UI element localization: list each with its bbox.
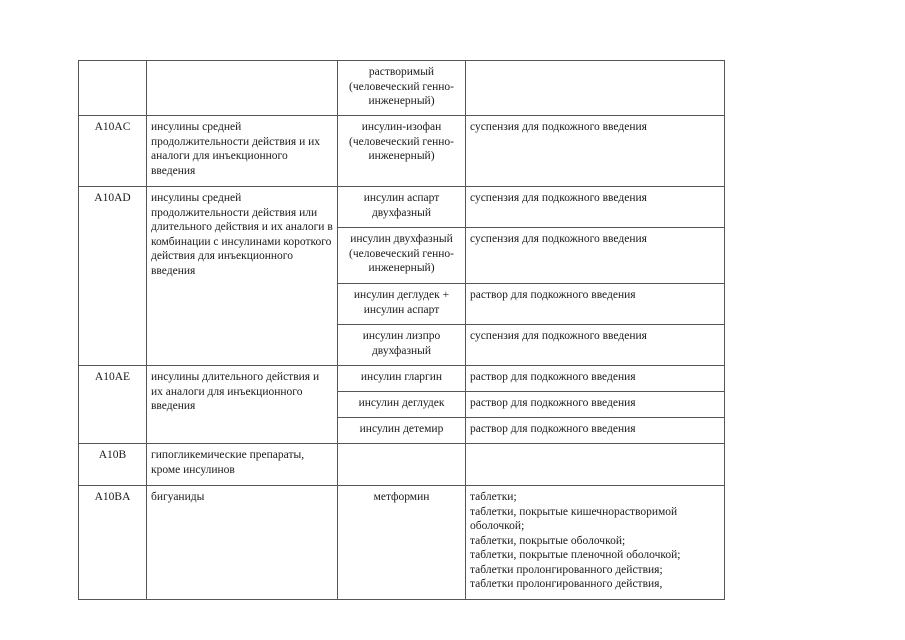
dosage-form-cell [466,444,725,486]
drug-name-cell: инсулин лизпро двухфазный [338,325,466,366]
drug-name-cell: инсулин гларгин [338,366,466,392]
drug-name-cell: инсулин детемир [338,418,466,444]
dosage-form-cell: суспензия для подкожного введения [466,116,725,187]
atc-code-cell: A10BA [79,486,147,600]
dosage-form-cell [466,61,725,116]
group-name-cell: инсулины длительного действия и их аналоги для инъекционного введения [147,366,338,444]
atc-code-cell [79,61,147,116]
table-row [79,61,725,116]
table-row [79,486,725,600]
drug-name-cell: инсулин двухфазный (человеческий генно-инженерный) [338,228,466,284]
atc-code-cell: A10B [79,444,147,486]
dosage-form-cell: суспензия для подкожного введения [466,325,725,366]
atc-code-cell: A10AC [79,116,147,187]
group-name-cell: гипогликемические препараты, кроме инсулинов [147,444,338,486]
drug-name-cell [338,444,466,486]
atc-code-cell: A10AD [79,187,147,366]
drug-name-cell: инсулин деглудек + инсулин аспарт [338,284,466,325]
group-name-cell: инсулины средней продолжительности действия или длительного действия и их аналоги в комбинации с инсулинами короткого действия для инъекционного введения [147,187,338,366]
dosage-form-cell: таблетки; таблетки, покрытые кишечнорастворимой оболочкой; таблетки, покрытые оболочкой; таблетки, покрытые пленочной оболочкой; таблетки пролонгированного действия; таблетки пролонгированного действия, [466,486,725,600]
table-row [79,116,725,187]
drug-name-cell: инсулин деглудек [338,392,466,418]
dosage-form-cell: суспензия для подкожного введения [466,187,725,228]
group-name-cell: инсулины средней продолжительности действия и их аналоги для инъекционного введения [147,116,338,187]
dosage-form-cell: раствор для подкожного введения [466,418,725,444]
table-row [79,366,725,392]
drug-name-cell: инсулин аспарт двухфазный [338,187,466,228]
table-row [79,444,725,486]
dosage-form-cell: раствор для подкожного введения [466,284,725,325]
dosage-form-cell: суспензия для подкожного введения [466,228,725,284]
drug-name-cell: метформин [338,486,466,600]
atc-code-cell: A10AE [79,366,147,444]
drug-list-table [78,60,725,600]
group-name-cell [147,61,338,116]
group-name-cell: бигуаниды [147,486,338,600]
dosage-form-cell: раствор для подкожного введения [466,366,725,392]
table-row [79,187,725,228]
drug-name-cell: инсулин-изофан (человеческий генно-инженерный) [338,116,466,187]
drug-name-cell: растворимый (человеческий генно-инженерный) [338,61,466,116]
dosage-form-cell: раствор для подкожного введения [466,392,725,418]
